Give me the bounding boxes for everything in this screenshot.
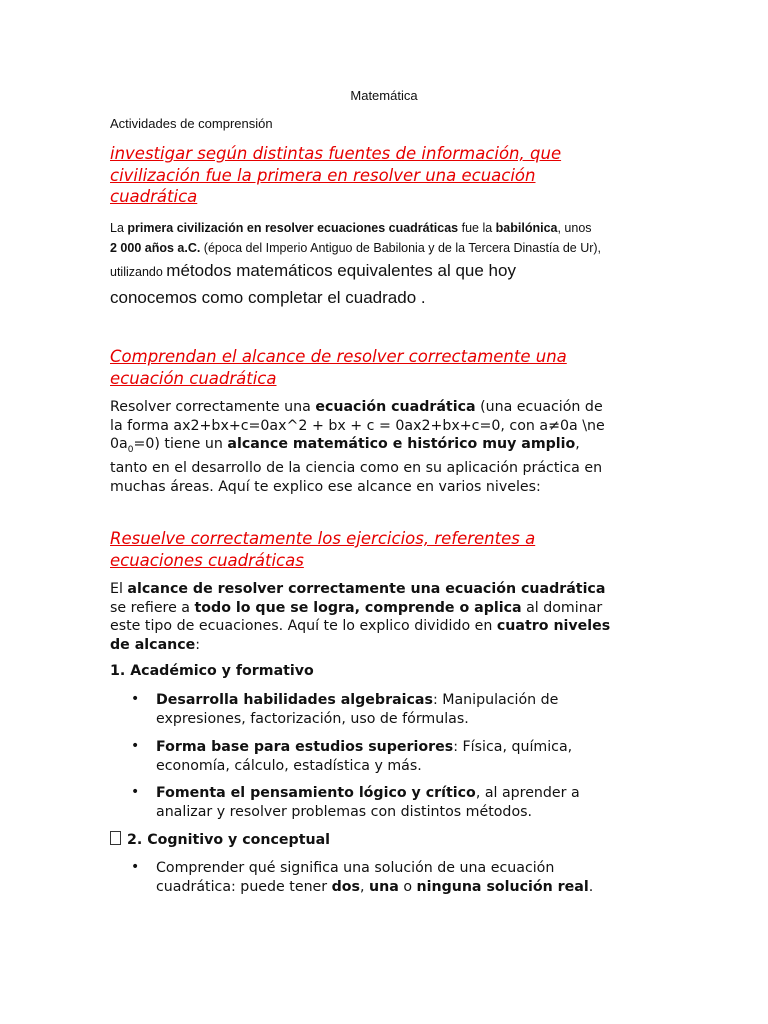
question-2-line-2: ecuación cuadrática	[110, 368, 277, 388]
doc-subtitle: Actividades de comprensión	[110, 116, 273, 131]
bullet-marker: •	[131, 738, 140, 754]
section-heading-academic: 1. Académico y formativo	[110, 663, 314, 679]
bullet-marker: •	[131, 784, 140, 800]
question-1-line-1: investigar según distintas fuentes de información, que	[110, 144, 562, 163]
answer-3-line-4: de alcance:	[110, 636, 201, 653]
answer-1-line-4: conocemos como completar el cuadrado .	[110, 288, 426, 307]
answer-2-line-4: tanto en el desarrollo de la ciencia como en su aplicación práctica en	[110, 460, 603, 477]
answer-1-line-2: 2 000 años a.C. (época del Imperio Antiguo de Babilonia y de la Tercera Dinastía de Ur),	[110, 241, 602, 255]
answer-3-line-2: se refiere a todo lo que se logra, comprende o aplica al dominar	[110, 599, 603, 616]
question-3-line-2: ecuaciones cuadráticas	[110, 550, 304, 570]
missing-glyph-icon	[110, 831, 121, 845]
answer-2	[110, 398, 670, 496]
bullet-marker: •	[131, 859, 140, 875]
answer-3	[110, 580, 670, 654]
bullet-item-algebra: Desarrolla habilidades algebraicas: Manipulación de expresiones, factorización, uso de fórmulas.	[156, 692, 559, 727]
answer-2-line-1: Resolver correctamente una ecuación cuadrática (una ecuación de	[110, 399, 603, 415]
bullet-item-solutions: Comprender qué significa una solución de una ecuación cuadrática: puede tener dos, una o ninguna solución real.	[156, 860, 594, 895]
answer-1-line-3: utilizando métodos matemáticos equivalentes al que hoy	[110, 261, 516, 280]
section-heading-cognitive: 2. Cognitivo y conceptual	[110, 831, 330, 848]
answer-2-line-5: muchas áreas. Aquí te explico ese alcance en varios niveles:	[110, 478, 541, 495]
question-3-line-1: Resuelve correctamente los ejercicios, referentes a	[110, 529, 536, 548]
answer-2-line-3: $0a_0=0$) tiene un alcance matemático e histórico muy amplio,	[110, 436, 580, 455]
question-2-line-1: Comprendan el alcance de resolver correctamente una	[110, 347, 567, 366]
answer-3-line-3: este tipo de ecuaciones. Aquí te lo explico dividido en cuatro niveles	[110, 618, 611, 634]
bullet-marker: •	[131, 691, 140, 707]
bullet-item-higher-studies: Forma base para estudios superiores: Física, química, economía, cálculo, estadística y más.	[156, 739, 573, 774]
bullet-item-logical-thinking: Fomenta el pensamiento lógico y crítico, al aprender a analizar y resolver problemas con distintos métodos.	[156, 785, 580, 820]
answer-1-line-1: La primera civilización en resolver ecuaciones cuadráticas fue la babilónica, unos	[110, 221, 592, 235]
answer-3-line-1: El alcance de resolver correctamente una ecuación cuadrática	[110, 581, 606, 597]
answer-1	[110, 218, 670, 311]
doc-title: Matemática	[350, 88, 418, 103]
question-1-line-3: cuadrática	[110, 187, 198, 206]
answer-2-line-2: la forma ax2+bx+c=0ax^2 + bx + c = 0ax2+bx+c=0, con a≠0a \ne	[110, 417, 605, 434]
question-1-line-2: civilización fue la primera en resolver una ecuación	[110, 165, 536, 185]
